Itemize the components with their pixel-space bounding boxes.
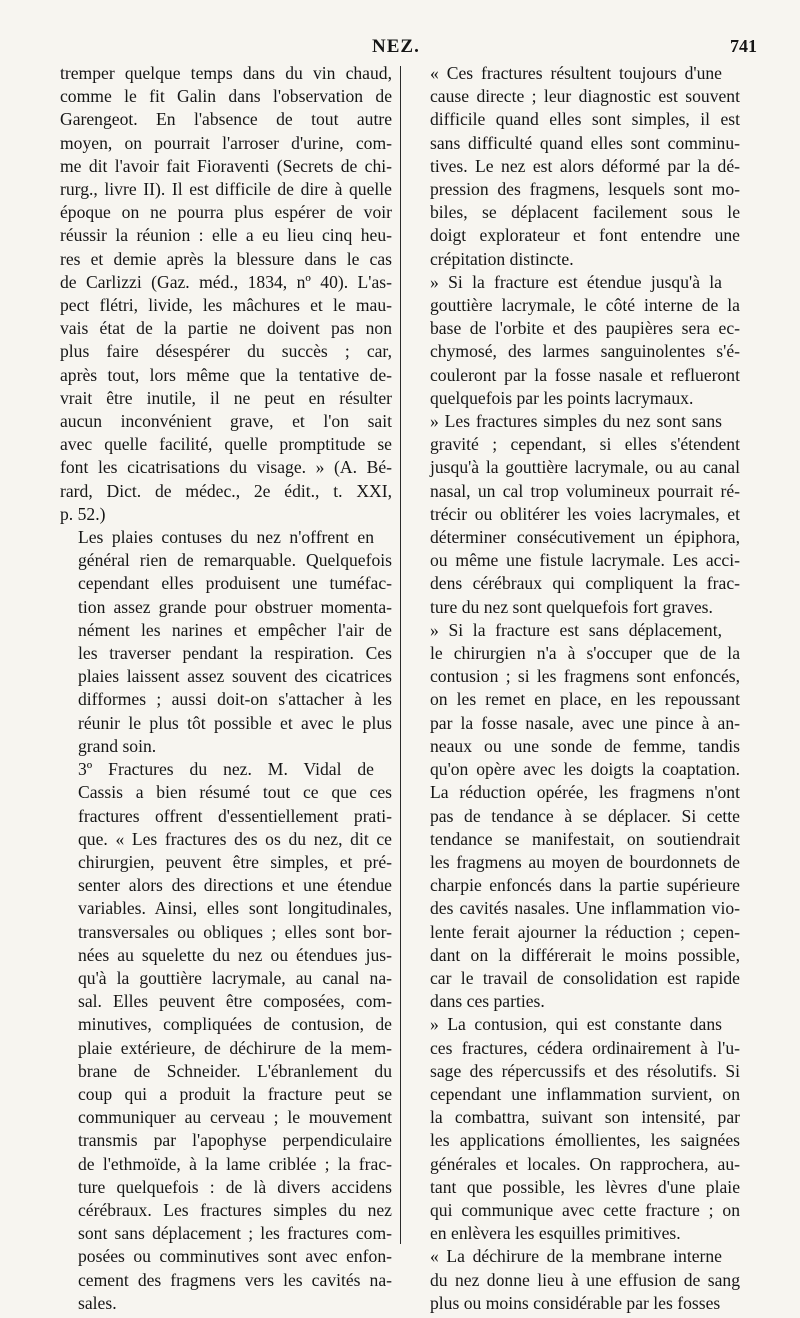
text-line: les traverser pendant la respiration. Ces [78,643,392,664]
text-line: trécir ou oblitérer les voies lacrymales, et [430,503,740,524]
text-line: qu'à la gouttière lacrymale, au canal na- [78,967,392,988]
text-line: qu'on opère avec les doigts la coaptation. [430,759,740,780]
text-line: nasal, un cal trop volumineux pourrait ré- [430,480,740,501]
text-line: sales. [78,1292,117,1313]
text-line: sage des répercussifs et des résolutifs. Si [430,1060,740,1081]
text-line: sal. Elles peuvent être composées, com- [78,991,392,1012]
paragraph [412,271,740,410]
right-text-column [412,62,740,1315]
text-line: transversales ou obliques ; elles sont bor- [78,921,392,942]
text-line: transmis par l'apophyse perpendiculaire [78,1130,392,1151]
text-line: Cassis a bien résumé tout ce que ces [78,782,392,803]
text-line: » La contusion, qui est constante dans [430,1014,722,1035]
text-line: dans ces parties. [430,991,545,1012]
text-line: grand soin. [78,735,157,756]
text-line: » Si la fracture est étendue jusqu'à la [430,271,722,292]
left-text-column [60,62,392,1315]
text-line: pas de tendance à se déplacer. Si cette [430,805,740,826]
text-line: crépitation distincte. [430,248,574,269]
text-line: difficile quand elles sont simples, il est [430,109,740,130]
text-line: plus ou moins considérable par les fosses [430,1292,721,1313]
text-line: gouttière lacrymale, le côté interne de la [430,295,740,316]
text-line: difformes ; aussi doit-on s'attacher à les [78,689,392,710]
text-line: quelquefois par les points lacrymaux. [430,387,694,408]
text-line: Les plaies contuses du nez n'offrent en [78,527,374,548]
text-line: tendance se manifestait, on soutiendrait [430,828,740,849]
text-line: « La déchirure de la membrane interne [430,1246,722,1267]
text-line: senter alors des directions et une étendue [78,875,392,896]
text-line: jusqu'à la gouttière lacrymale, ou au canal [430,457,740,478]
text-line: doigt explorateur et font entendre une [430,225,740,246]
paragraph [60,526,392,758]
paragraph [60,62,392,526]
text-line: biles, se déplacent facilement sous le [430,202,740,223]
page-number: 741 [730,36,757,56]
text-line: variables. Ainsi, elles sont longitudinales, [78,898,392,919]
text-line: des cavités nasales. Une inflammation vio- [430,898,740,919]
text-line: p. 52.) [60,503,106,524]
paragraph [412,619,740,1013]
paragraph [60,758,392,1315]
text-line: époque on ne pourra plus espérer de voir [60,202,392,223]
text-line: gravité ; cependant, si elles s'étendent [430,434,740,455]
text-line: sont sans déplacement ; les fractures com- [78,1223,392,1244]
text-line: res et demie après la blessure dans le cas [60,248,392,269]
text-line: vais état de la partie ne doivent pas non [60,318,392,339]
text-line: minutives, compliquées de contusion, de [78,1014,392,1035]
text-line: par la fosse nasale, avec une pince à an- [430,712,740,733]
text-line: nées au squelette du nez ou étendues jus- [78,944,392,965]
text-line: après tout, lors même que la tentative de- [60,364,392,385]
text-line: tion assez grande pour obstruer momenta- [78,596,392,617]
text-line: ture quelquefois : de là divers accidens [78,1176,392,1197]
text-line: le chirurgien n'a à s'occuper que de la [430,643,740,664]
text-line: fractures offrent d'essentiellement prati- [78,805,392,826]
text-line: pect flétri, livide, les mâchures et le mau- [60,295,392,316]
text-line: plaie extérieure, de déchirure de la mem- [78,1037,392,1058]
text-line: déterminer consécutivement un épiphora, [430,527,740,548]
text-line: la combattra, suivant son intensité, par [430,1107,740,1128]
text-line: 3º Fractures du nez. M. Vidal de [78,759,374,780]
text-line: générales et locales. On rapprochera, au- [430,1153,740,1174]
text-line: les applications émollientes, les saignées [430,1130,740,1151]
text-line: La réduction opérée, les fragmens n'ont [430,782,740,803]
text-line: coup qui a produit la fracture peut se [78,1083,392,1104]
text-line: en enlèvera les esquilles primitives. [430,1223,681,1244]
text-line: cause directe ; leur diagnostic est souvent [430,86,740,107]
text-line: général rien de remarquable. Quelquefois [78,550,392,571]
text-line: avec quelle facilité, quelle promptitude se [60,434,392,455]
text-line: car le travail de consolidation est rapide [430,967,740,988]
text-line: ces fractures, cédera ordinairement à l'u- [430,1037,740,1058]
text-line: ou même une fistule lacrymale. Les acci- [430,550,740,571]
text-line: les fragmens au moyen de bourdonnets de [430,851,740,872]
page-title: NEZ. [372,36,420,57]
text-line: chymosé, des larmes sanguinolentes s'é- [430,341,740,362]
column-divider [400,66,401,1244]
text-line: me dit l'avoir fait Fioraventi (Secrets de chi- [60,155,392,176]
text-line: du nez donne lieu à une effusion de sang [430,1269,740,1290]
paragraph [412,1013,740,1245]
text-line: plus faire désespérer du succès ; car, [60,341,392,362]
text-line: comme le fit Galin dans l'observation de [60,86,392,107]
text-line: brane de Schneider. L'ébranlement du [78,1060,392,1081]
text-line: cependant elles produisent une tuméfac- [78,573,392,594]
text-line: lente ferait ajourner la réduction ; cepen- [430,921,740,942]
text-line: pression des fragmens, lesquels sont mo- [430,179,740,200]
text-line: » Si la fracture est sans déplacement, [430,619,722,640]
text-line: cependant une inflammation survient, on [430,1083,740,1104]
text-line: communiquer au cerveau ; le mouvement [78,1107,392,1128]
text-line: base de l'orbite et des paupières sera ec- [430,318,740,339]
paragraph [412,62,740,271]
text-line: plaies laissent assez souvent des cicatrices [78,666,392,687]
text-line: aucun inconvénient grave, et l'on sait [60,411,392,432]
text-line: dens cérébraux qui compliquent la frac- [430,573,740,594]
text-line: moyen, on pourrait l'arroser d'urine, com- [60,132,392,153]
paragraph [412,410,740,619]
text-line: neaux ou une sonde de femme, tandis [430,735,740,756]
paragraph [412,1245,740,1315]
text-line: » Les fractures simples du nez sont sans [430,411,722,432]
text-line: dant on la différerait le moins possible, [430,944,740,965]
text-line: cérébraux. Les fractures simples du nez [78,1199,392,1220]
text-line: tremper quelque temps dans du vin chaud, [60,63,392,83]
text-line: vrait être inutile, il ne peut en résulter [60,387,392,408]
text-line: tant que possible, les lèvres d'une plaie [430,1176,740,1197]
text-line: cement des fragmens vers les cavités na- [78,1269,392,1290]
text-line: tives. Le nez est alors déformé par la dé- [430,155,740,176]
text-line: de Carlizzi (Gaz. méd., 1834, nº 40). L'as- [60,271,392,292]
text-line: sans difficulté quand elles sont comminu- [430,132,740,153]
text-line: de l'ethmoïde, à la lame criblée ; la frac- [78,1153,392,1174]
text-line: ture du nez sont quelquefois fort graves. [430,596,713,617]
text-line: « Ces fractures résultent toujours d'une [430,63,722,83]
text-line: posées ou comminutives sont avec enfon- [78,1246,392,1267]
text-line: contusion ; si les fragmens sont enfoncés, [430,666,740,687]
text-line: rurg., livre II). Il est difficile de dire à quelle [60,179,392,200]
text-line: on les remet en place, en les repoussant [430,689,740,710]
text-line: couleront par la fosse nasale et reflueront [430,364,740,385]
text-line: que. « Les fractures des os du nez, dit ce [78,828,392,849]
text-line: chirurgien, peuvent être simples, et pré- [78,851,392,872]
text-line: Garengeot. En l'absence de tout autre [60,109,392,130]
text-line: charpie enfoncés dans la partie supérieure [430,875,740,896]
text-line: réussir la réunion : elle a eu lieu cinq heu- [60,225,392,246]
text-line: réunir le plus tôt possible et avec le plus [78,712,392,733]
text-line: rard, Dict. de médec., 2e édit., t. XXI, [60,480,392,501]
text-line: font les cicatrisations du visage. » (A. Bé- [60,457,392,478]
text-line: nément les narines et empêcher l'air de [78,619,392,640]
text-line: qui communique avec cette fracture ; on [430,1199,740,1220]
